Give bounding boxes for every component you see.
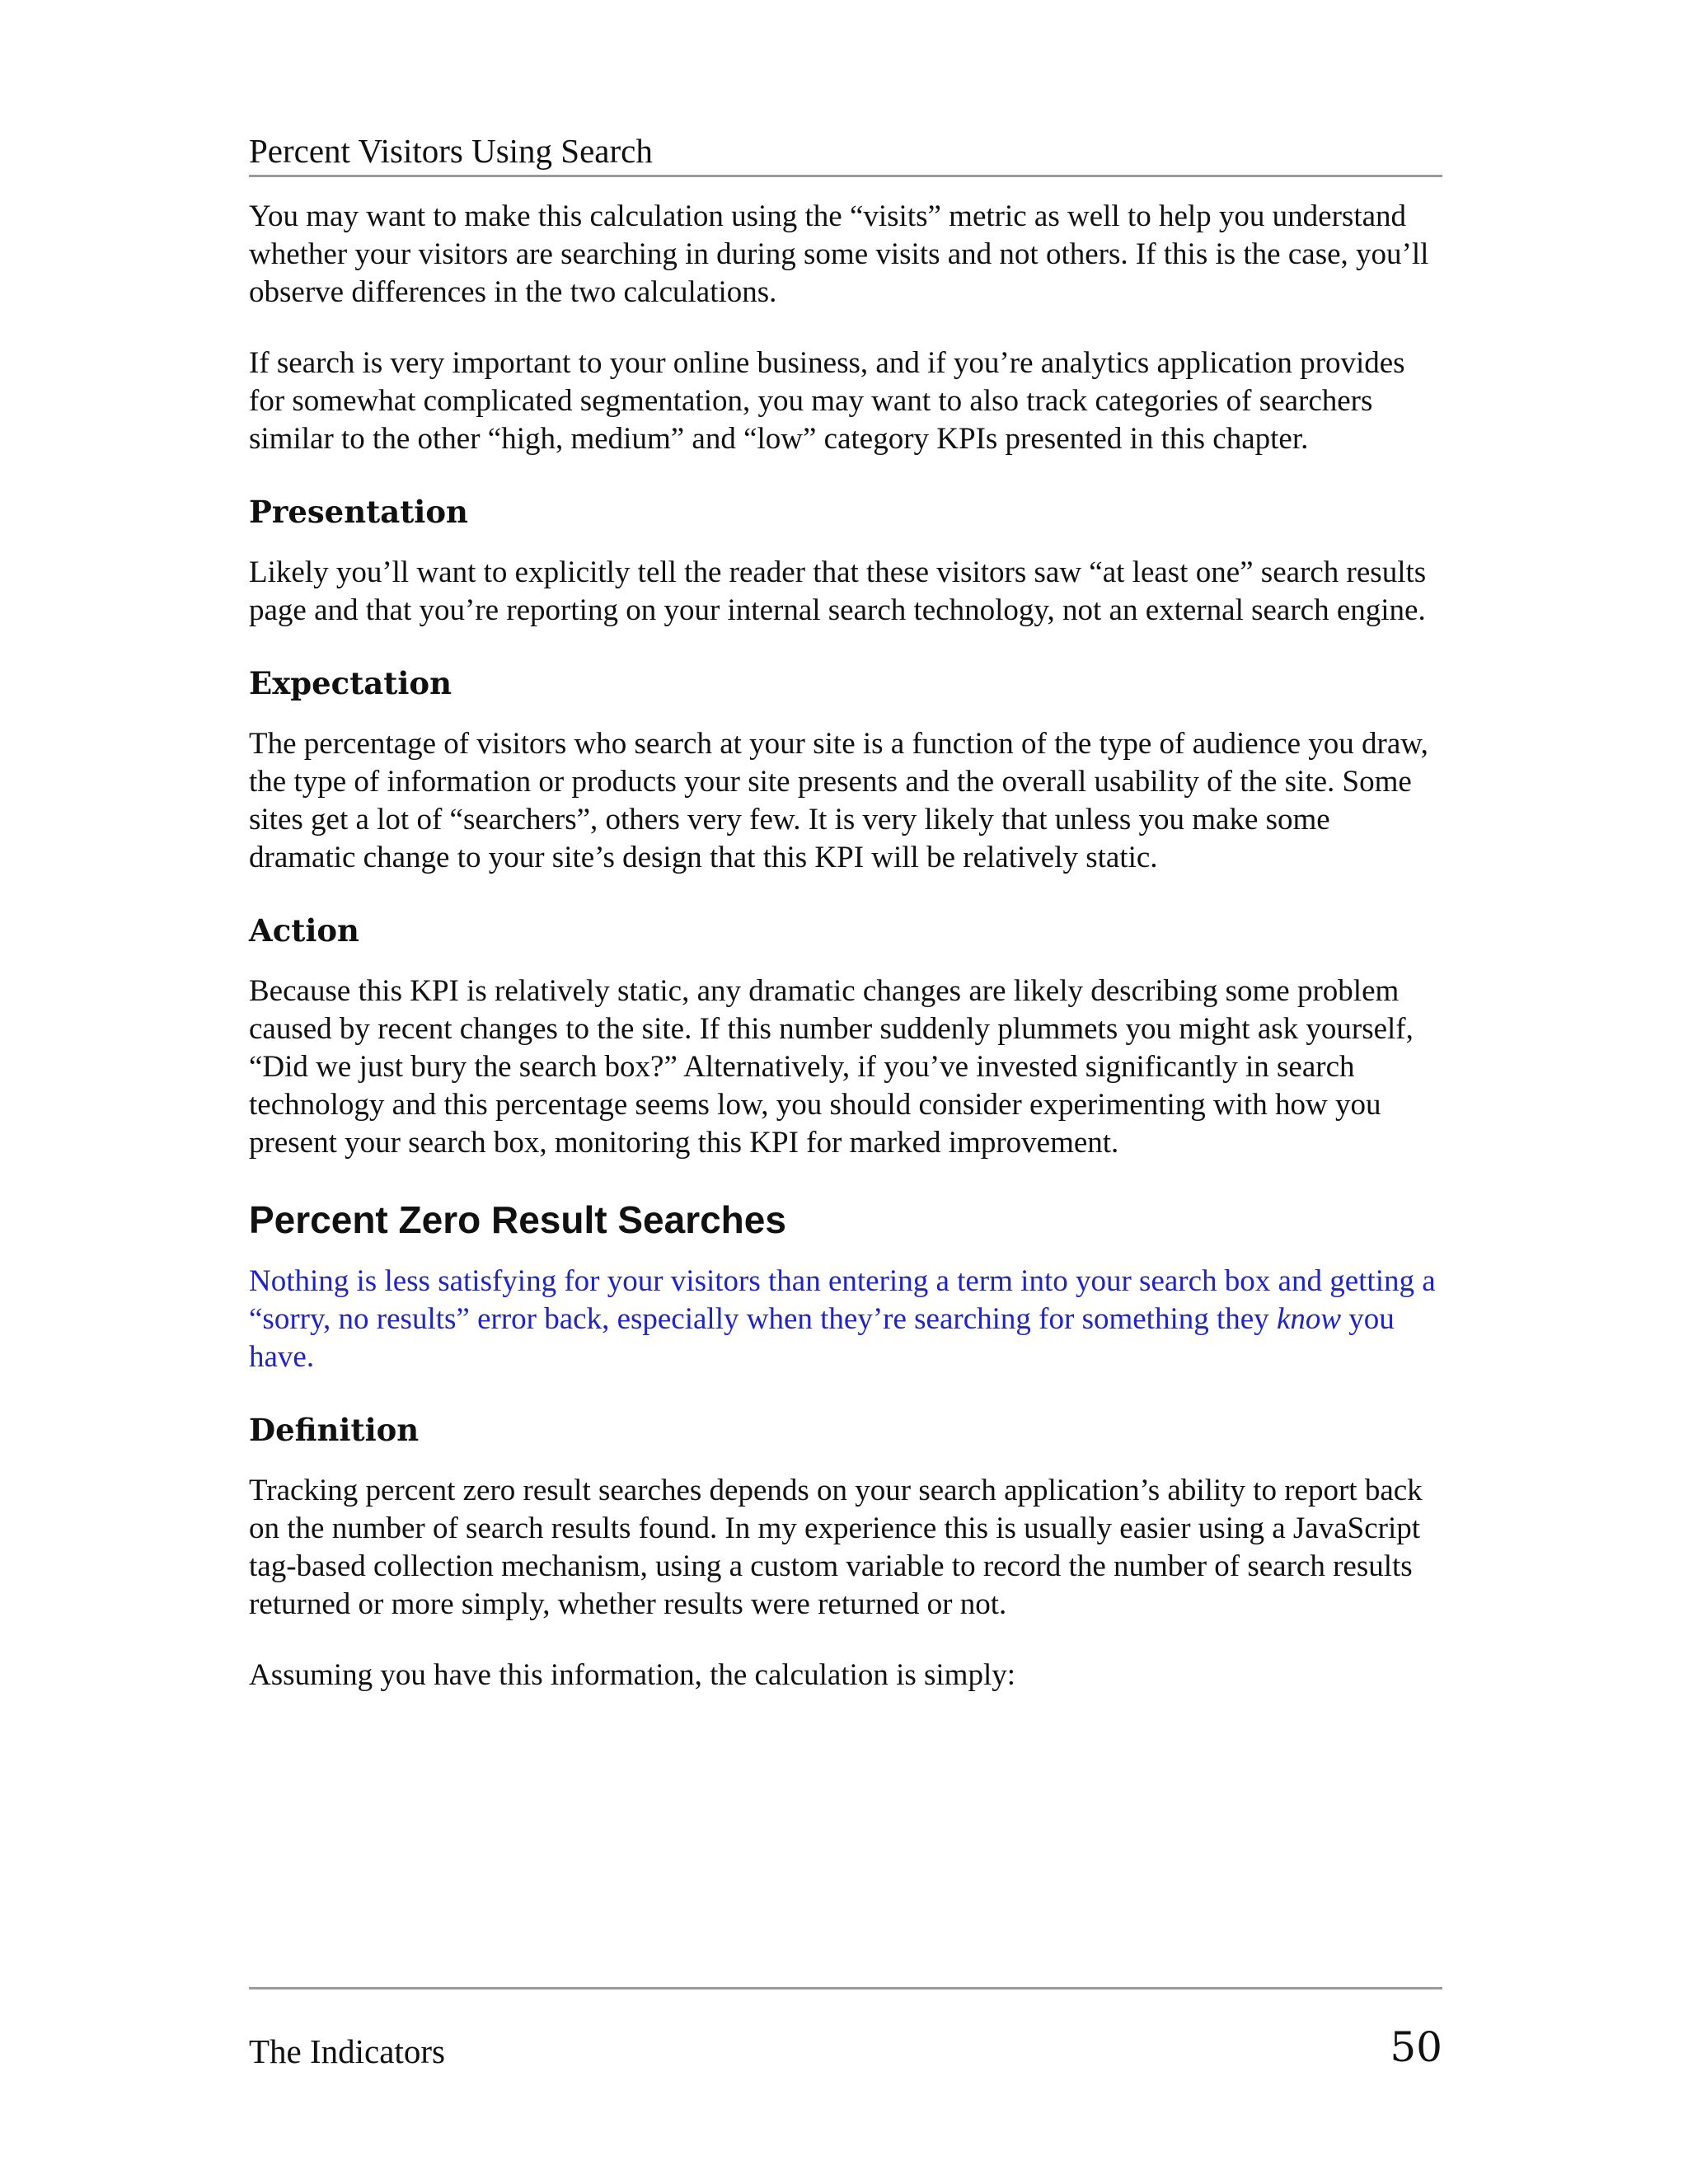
intro-text-italic: know [1276, 1302, 1342, 1336]
heading-expectation: Expectation [249, 665, 452, 701]
paragraph-expectation: The percentage of visitors who search at your site is a function of the type of audience you draw, the type of information or products your site presents and the overall usability of the site. Some sites get a lot of “searchers”, others very few. It is very likely that unless you make some dramatic change to your site’s design that this KPI will be relatively static. [249, 727, 1428, 874]
paragraph-action: Because this KPI is relatively static, any dramatic changes are likely describing some problem caused by recent changes to the site. If this number suddenly plummets you might ask yourself, “Did we just bury the search box?” Alternatively, if you’ve invested significantly in search technology and this percentage seems low, you should consider experimenting with how you present your search box, monitoring this KPI for marked improvement. [249, 974, 1414, 1160]
intro-text-after: you have. [249, 1302, 1395, 1374]
paragraph-assuming: Assuming you have this information, the calculation is simply: [249, 1658, 1016, 1692]
paragraph-presentation: Likely you’ll want to explicitly tell the reader that these visitors saw “at least one” search results page and that you’re reporting on your internal search technology, not an external search engine. [249, 555, 1427, 627]
footer-section-title: The Indicators [249, 2032, 445, 2070]
paragraph-visits-metric: You may want to make this calculation using the “visits” metric as well to help you understand whether your visitors are searching in during some visits and not others. If this is the case, you’ll observe differences in the two calculations. [249, 199, 1429, 309]
section-heading-zero-result-searches: Percent Zero Result Searches [249, 1198, 786, 1241]
heading-action: Action [249, 912, 359, 949]
paragraph-definition: Tracking percent zero result searches depends on your search application’s ability to report back on the number of search results found. In my experience this is usually easier using a JavaScript tag-based collection mechanism, using a custom variable to record the number of search results returned or more simply, whether results were returned or not. [249, 1474, 1423, 1621]
page-content [249, 198, 1442, 1727]
document-page [249, 0, 1442, 2184]
paragraph-segmentation: If search is very important to your online business, and if you’re analytics application provides for somewhat complicated segmentation, you may want to also track categories of searchers similar to the other “high, medium” and “low” category KPIs presented in this chapter. [249, 346, 1405, 456]
running-header: Percent Visitors Using Search [249, 129, 1442, 177]
heading-definition: Definition [249, 1412, 420, 1448]
heading-presentation: Presentation [249, 494, 468, 530]
footer-rule [249, 1987, 1442, 1990]
intro-paragraph [249, 1263, 1442, 1376]
intro-text-before: Nothing is less satisfying for your visitors than entering a term into your search box and getting a “sorry, no results” error back, especially when they’re searching for something they [249, 1264, 1436, 1336]
page-number: 50 [1390, 2023, 1442, 2071]
